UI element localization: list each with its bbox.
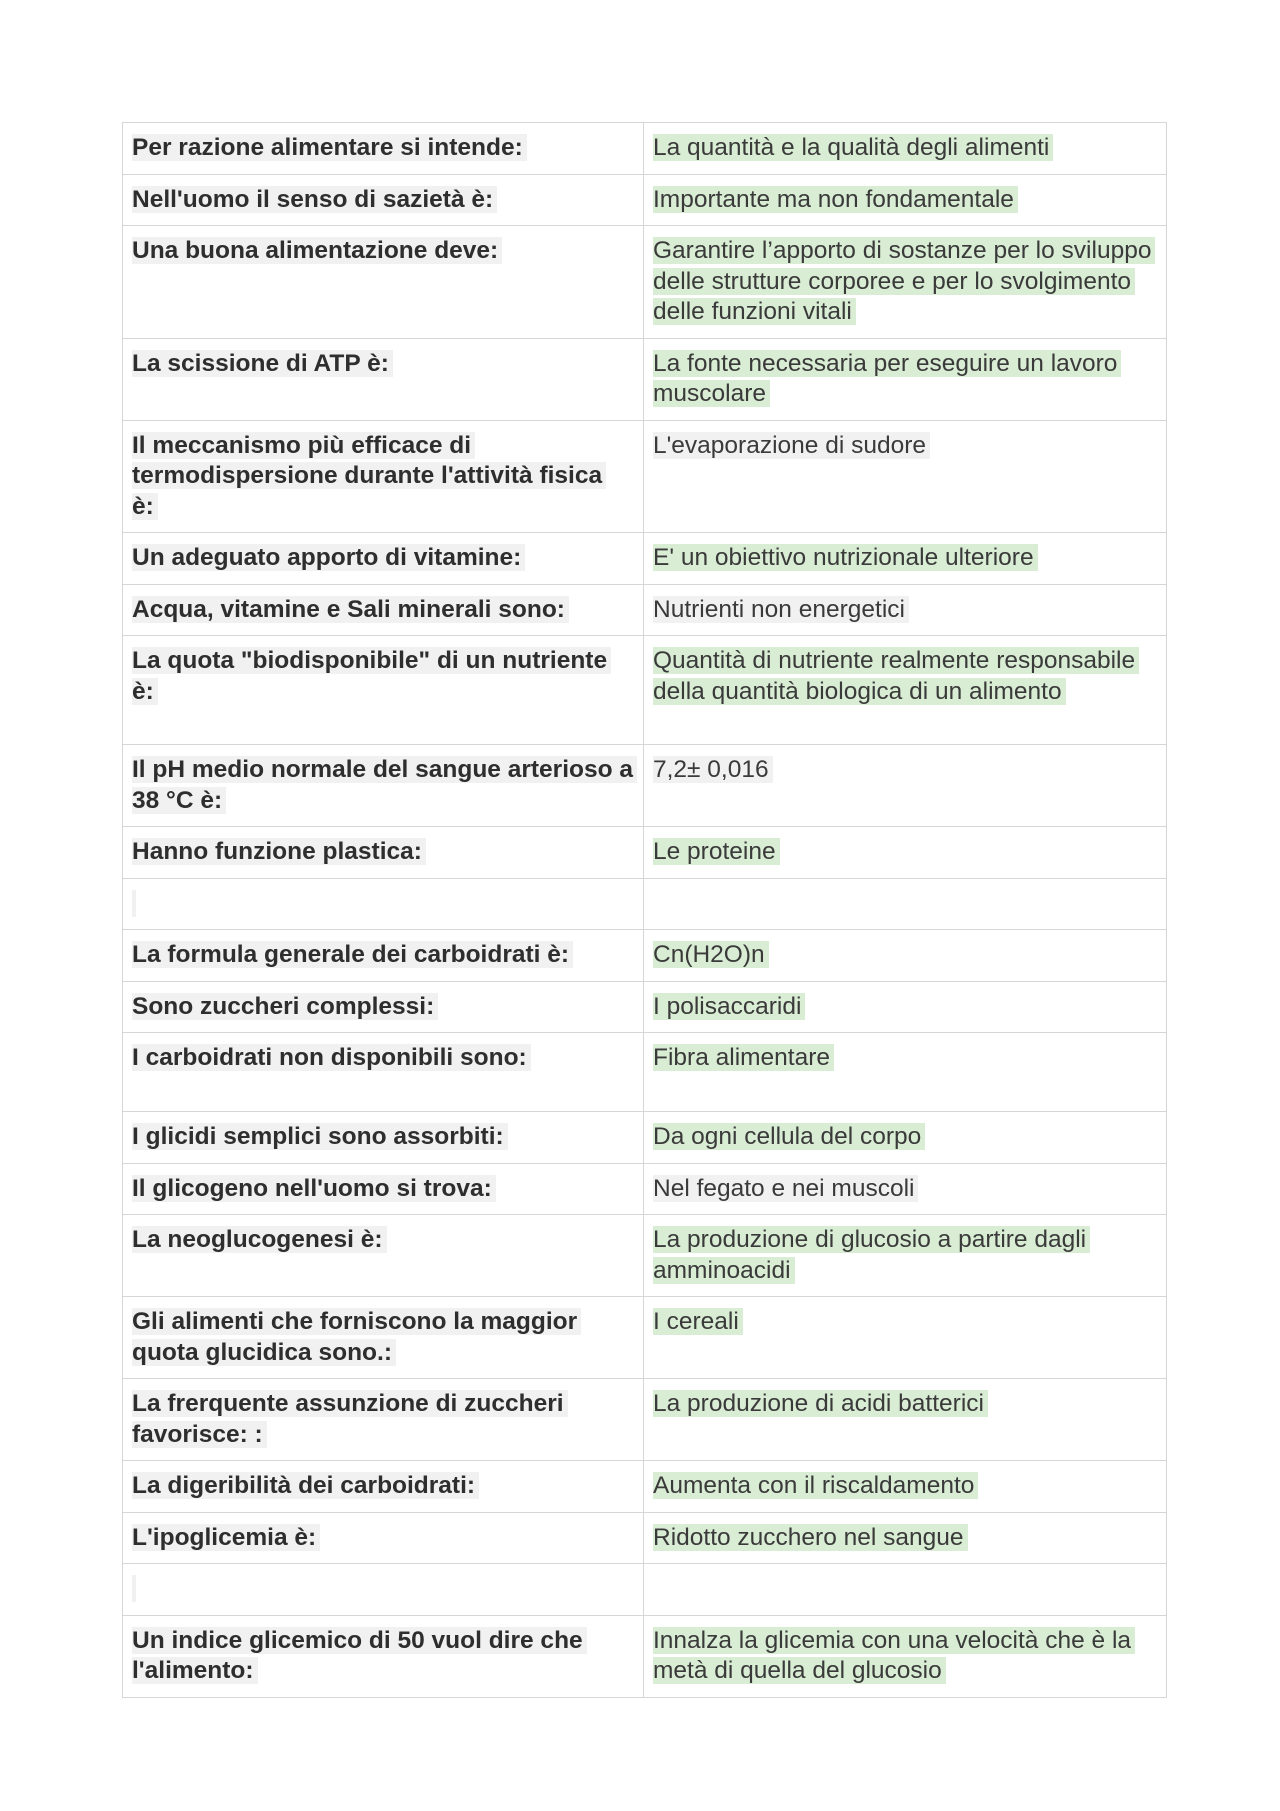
question-cell (123, 930, 644, 982)
question-text: Il meccanismo più efficace di termodispersione durante l'attività fisica è: (132, 432, 606, 520)
table-row (123, 533, 1167, 585)
answer-text: Nel fegato e nei muscoli (653, 1175, 918, 1202)
question-text (132, 1575, 136, 1602)
question-cell (123, 1379, 644, 1461)
question-text: Nell'uomo il senso di sazietà è: (132, 186, 497, 213)
answer-cell (644, 174, 1167, 226)
table-row (123, 420, 1167, 533)
table-row (123, 1379, 1167, 1461)
answer-cell (644, 930, 1167, 982)
question-text: Per razione alimentare si intende: (132, 134, 527, 161)
question-text: Un adeguato apporto di vitamine: (132, 544, 525, 571)
question-text: Il pH medio normale del sangue arterioso a 38 °C è: (132, 756, 637, 814)
table-row (123, 981, 1167, 1033)
answer-text: I polisaccaridi (653, 993, 805, 1020)
answer-text: La produzione di acidi batterici (653, 1390, 988, 1417)
question-text: Gli alimenti che forniscono la maggior quota glucidica sono.: (132, 1308, 581, 1366)
answer-cell (644, 533, 1167, 585)
answer-cell (644, 338, 1167, 420)
question-cell (123, 1461, 644, 1513)
question-cell (123, 745, 644, 827)
answer-cell (644, 878, 1167, 930)
question-cell (123, 981, 644, 1033)
question-text: La digeribilità dei carboidrati: (132, 1472, 479, 1499)
answer-cell (644, 584, 1167, 636)
question-text: I carboidrati non disponibili sono: (132, 1044, 531, 1071)
question-text: La scissione di ATP è: (132, 350, 393, 377)
question-cell (123, 174, 644, 226)
answer-cell (644, 1215, 1167, 1297)
answer-text: La produzione di glucosio a partire dagli amminoacidi (653, 1226, 1090, 1284)
table-row (123, 1564, 1167, 1616)
table-row (123, 1112, 1167, 1164)
answer-text: La quantità e la qualità degli alimenti (653, 134, 1053, 161)
table-row (123, 174, 1167, 226)
quiz-table-body (123, 123, 1167, 1698)
answer-text: La fonte necessaria per eseguire un lavoro muscolare (653, 350, 1121, 408)
answer-text: I cereali (653, 1308, 743, 1335)
answer-text: Aumenta con il riscaldamento (653, 1472, 978, 1499)
answer-text: Importante ma non fondamentale (653, 186, 1018, 213)
question-text: Il glicogeno nell'uomo si trova: (132, 1175, 496, 1202)
answer-text: Quantità di nutriente realmente responsabile della quantità biologica di un alimento (653, 647, 1139, 705)
answer-cell (644, 123, 1167, 175)
answer-cell (644, 636, 1167, 745)
question-text: I glicidi semplici sono assorbiti: (132, 1123, 508, 1150)
question-text: La neoglucogenesi è: (132, 1226, 387, 1253)
table-row (123, 123, 1167, 175)
table-row (123, 1033, 1167, 1112)
question-cell (123, 1163, 644, 1215)
answer-cell (644, 420, 1167, 533)
answer-cell (644, 1461, 1167, 1513)
answer-cell (644, 1163, 1167, 1215)
question-text: La quota "biodisponibile" di un nutriente è: (132, 647, 611, 705)
question-text: La frerquente assunzione di zuccheri favorisce: : (132, 1390, 568, 1448)
table-row (123, 745, 1167, 827)
question-cell (123, 123, 644, 175)
table-row (123, 1215, 1167, 1297)
question-text: Una buona alimentazione deve: (132, 237, 502, 264)
question-cell (123, 584, 644, 636)
answer-text: L'evaporazione di sudore (653, 432, 930, 459)
question-cell (123, 420, 644, 533)
question-text (132, 890, 136, 917)
table-row (123, 338, 1167, 420)
answer-text: Da ogni cellula del corpo (653, 1123, 925, 1150)
question-cell (123, 226, 644, 339)
table-row (123, 1461, 1167, 1513)
question-cell (123, 338, 644, 420)
table-row (123, 930, 1167, 982)
table-row (123, 584, 1167, 636)
table-row (123, 636, 1167, 745)
answer-text (653, 1575, 657, 1602)
answer-cell (644, 827, 1167, 879)
question-text: Acqua, vitamine e Sali minerali sono: (132, 596, 569, 623)
answer-cell (644, 1512, 1167, 1564)
table-row (123, 878, 1167, 930)
answer-text: Fibra alimentare (653, 1044, 834, 1071)
answer-text: Innalza la glicemia con una velocità che è la metà di quella del glucosio (653, 1627, 1135, 1685)
table-row (123, 827, 1167, 879)
answer-cell (644, 1297, 1167, 1379)
answer-text: Ridotto zucchero nel sangue (653, 1524, 968, 1551)
table-row (123, 1615, 1167, 1697)
answer-cell (644, 226, 1167, 339)
question-cell (123, 1215, 644, 1297)
answer-cell (644, 1564, 1167, 1616)
question-cell (123, 1112, 644, 1164)
question-cell (123, 1615, 644, 1697)
question-cell (123, 1033, 644, 1112)
question-text: Sono zuccheri complessi: (132, 993, 438, 1020)
table-row (123, 1163, 1167, 1215)
question-text: L'ipoglicemia è: (132, 1524, 320, 1551)
question-cell (123, 827, 644, 879)
question-cell (123, 1297, 644, 1379)
question-cell (123, 533, 644, 585)
table-row (123, 1297, 1167, 1379)
question-cell (123, 1512, 644, 1564)
question-text: Un indice glicemico di 50 vuol dire che l'alimento: (132, 1627, 587, 1685)
answer-cell (644, 1033, 1167, 1112)
table-row (123, 226, 1167, 339)
answer-text (653, 890, 657, 917)
quiz-table (122, 122, 1167, 1698)
answer-text: Garantire l’apporto di sostanze per lo sviluppo delle strutture corporee e per lo svolgimento delle funzioni vitali (653, 237, 1155, 325)
answer-text: 7,2± 0,016 (653, 756, 773, 783)
question-cell (123, 1564, 644, 1616)
question-cell (123, 636, 644, 745)
answer-text: Nutrienti non energetici (653, 596, 909, 623)
answer-cell (644, 981, 1167, 1033)
answer-cell (644, 745, 1167, 827)
answer-cell (644, 1379, 1167, 1461)
table-row (123, 1512, 1167, 1564)
answer-cell (644, 1112, 1167, 1164)
answer-text: Le proteine (653, 838, 780, 865)
answer-text: Cn(H2O)n (653, 941, 769, 968)
answer-cell (644, 1615, 1167, 1697)
question-text: Hanno funzione plastica: (132, 838, 426, 865)
answer-text: E' un obiettivo nutrizionale ulteriore (653, 544, 1038, 571)
question-text: La formula generale dei carboidrati è: (132, 941, 573, 968)
question-cell (123, 878, 644, 930)
